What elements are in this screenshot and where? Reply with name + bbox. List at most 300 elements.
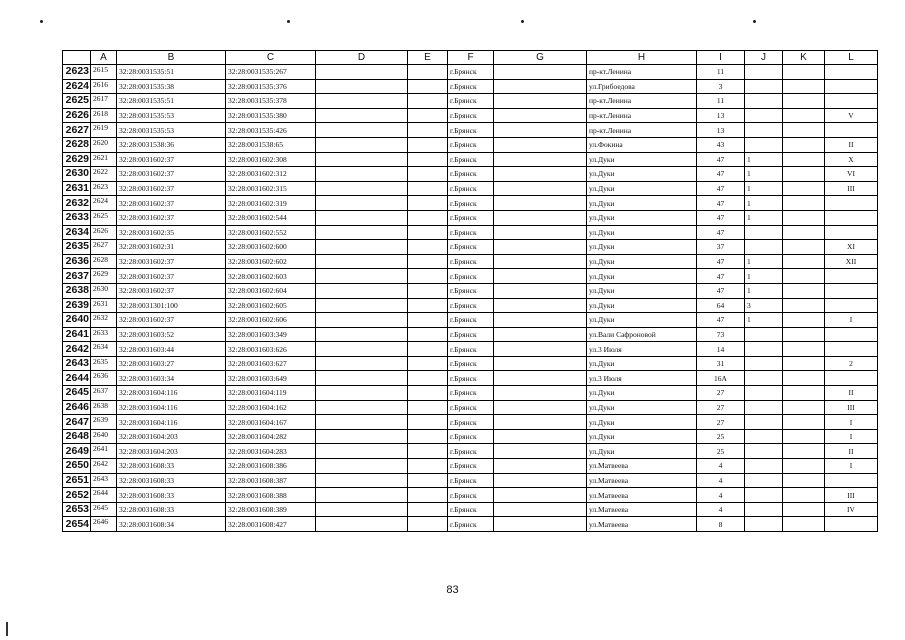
cell-e[interactable] xyxy=(408,356,448,371)
cell-e[interactable] xyxy=(408,488,448,503)
cell-b[interactable]: 32:28:0031608:33 xyxy=(117,459,226,474)
cell-g[interactable] xyxy=(494,79,587,94)
cell-c[interactable]: 32:28:0031602:605 xyxy=(226,298,316,313)
cell-h[interactable]: ул.3 Июля xyxy=(587,342,697,357)
cell-g[interactable] xyxy=(494,517,587,532)
cell-h[interactable]: ул.Матвеева xyxy=(587,502,697,517)
cell-h[interactable]: ул.Матвеева xyxy=(587,488,697,503)
cell-f[interactable]: г.Брянск xyxy=(448,473,494,488)
cell-g[interactable] xyxy=(494,240,587,255)
cell-a[interactable]: 2636 xyxy=(91,371,117,386)
cell-b[interactable]: 32:28:0031603:44 xyxy=(117,342,226,357)
cell-l[interactable]: X xyxy=(825,152,878,167)
cell-e[interactable] xyxy=(408,254,448,269)
cell-j[interactable] xyxy=(745,386,783,401)
cell-k[interactable] xyxy=(783,225,825,240)
row-number[interactable]: 2646 xyxy=(63,400,91,415)
cell-c[interactable]: 32:28:0031602:315 xyxy=(226,181,316,196)
cell-e[interactable] xyxy=(408,65,448,80)
row-number[interactable]: 2638 xyxy=(63,283,91,298)
cell-c[interactable]: 32:28:0031535:378 xyxy=(226,94,316,109)
cell-e[interactable] xyxy=(408,79,448,94)
column-header[interactable]: G xyxy=(494,51,587,65)
cell-c[interactable]: 32:28:0031608:387 xyxy=(226,473,316,488)
row-number[interactable]: 2636 xyxy=(63,254,91,269)
cell-f[interactable]: г.Брянск xyxy=(448,313,494,328)
cell-g[interactable] xyxy=(494,386,587,401)
cell-f[interactable]: г.Брянск xyxy=(448,137,494,152)
cell-d[interactable] xyxy=(316,517,408,532)
cell-b[interactable]: 32:28:0031602:37 xyxy=(117,254,226,269)
cell-l[interactable]: I xyxy=(825,429,878,444)
cell-j[interactable] xyxy=(745,327,783,342)
cell-e[interactable] xyxy=(408,269,448,284)
cell-g[interactable] xyxy=(494,459,587,474)
cell-a[interactable]: 2637 xyxy=(91,386,117,401)
row-number[interactable]: 2624 xyxy=(63,79,91,94)
cell-a[interactable]: 2619 xyxy=(91,123,117,138)
cell-j[interactable] xyxy=(745,429,783,444)
cell-d[interactable] xyxy=(316,342,408,357)
cell-i[interactable]: 43 xyxy=(697,137,745,152)
cell-i[interactable]: 27 xyxy=(697,400,745,415)
cell-d[interactable] xyxy=(316,415,408,430)
cell-e[interactable] xyxy=(408,459,448,474)
cell-e[interactable] xyxy=(408,94,448,109)
cell-f[interactable]: г.Брянск xyxy=(448,79,494,94)
cell-f[interactable]: г.Брянск xyxy=(448,502,494,517)
row-number[interactable]: 2623 xyxy=(63,65,91,80)
column-header[interactable]: D xyxy=(316,51,408,65)
cell-e[interactable] xyxy=(408,400,448,415)
cell-b[interactable]: 32:28:0031535:51 xyxy=(117,65,226,80)
cell-l[interactable] xyxy=(825,225,878,240)
cell-d[interactable] xyxy=(316,327,408,342)
cell-b[interactable]: 32:28:0031602:35 xyxy=(117,225,226,240)
cell-k[interactable] xyxy=(783,517,825,532)
cell-a[interactable]: 2633 xyxy=(91,327,117,342)
cell-g[interactable] xyxy=(494,94,587,109)
cell-l[interactable]: III xyxy=(825,400,878,415)
row-number[interactable]: 2645 xyxy=(63,386,91,401)
cell-c[interactable]: 32:28:0031604:283 xyxy=(226,444,316,459)
cell-g[interactable] xyxy=(494,283,587,298)
cell-k[interactable] xyxy=(783,356,825,371)
cell-j[interactable]: 1 xyxy=(745,269,783,284)
cell-g[interactable] xyxy=(494,429,587,444)
cell-d[interactable] xyxy=(316,473,408,488)
cell-a[interactable]: 2615 xyxy=(91,65,117,80)
cell-h[interactable]: пр-кт.Ленина xyxy=(587,94,697,109)
cell-e[interactable] xyxy=(408,167,448,182)
cell-h[interactable]: ул.Дуки xyxy=(587,225,697,240)
row-number[interactable]: 2628 xyxy=(63,137,91,152)
cell-a[interactable]: 2634 xyxy=(91,342,117,357)
column-header[interactable]: I xyxy=(697,51,745,65)
cell-e[interactable] xyxy=(408,517,448,532)
cell-j[interactable] xyxy=(745,473,783,488)
cell-h[interactable]: ул.Дуки xyxy=(587,356,697,371)
cell-h[interactable]: ул.Вали Сафроновой xyxy=(587,327,697,342)
cell-c[interactable]: 32:28:0031602:606 xyxy=(226,313,316,328)
cell-d[interactable] xyxy=(316,298,408,313)
cell-a[interactable]: 2629 xyxy=(91,269,117,284)
cell-b[interactable]: 32:28:0031603:27 xyxy=(117,356,226,371)
cell-c[interactable]: 32:28:0031603:627 xyxy=(226,356,316,371)
cell-k[interactable] xyxy=(783,429,825,444)
cell-l[interactable] xyxy=(825,298,878,313)
cell-k[interactable] xyxy=(783,167,825,182)
cell-j[interactable]: 1 xyxy=(745,283,783,298)
cell-c[interactable]: 32:28:0031535:376 xyxy=(226,79,316,94)
cell-k[interactable] xyxy=(783,488,825,503)
cell-h[interactable]: ул.Дуки xyxy=(587,313,697,328)
cell-h[interactable]: ул.Дуки xyxy=(587,181,697,196)
cell-f[interactable]: г.Брянск xyxy=(448,225,494,240)
cell-k[interactable] xyxy=(783,473,825,488)
cell-l[interactable]: I xyxy=(825,459,878,474)
cell-c[interactable]: 32:28:0031608:388 xyxy=(226,488,316,503)
cell-i[interactable]: 13 xyxy=(697,123,745,138)
cell-g[interactable] xyxy=(494,327,587,342)
cell-g[interactable] xyxy=(494,65,587,80)
cell-i[interactable]: 4 xyxy=(697,473,745,488)
cell-l[interactable]: I xyxy=(825,415,878,430)
cell-a[interactable]: 2640 xyxy=(91,429,117,444)
cell-l[interactable] xyxy=(825,210,878,225)
cell-j[interactable]: 1 xyxy=(745,181,783,196)
row-number[interactable]: 2632 xyxy=(63,196,91,211)
cell-f[interactable]: г.Брянск xyxy=(448,386,494,401)
cell-i[interactable]: 47 xyxy=(697,269,745,284)
cell-d[interactable] xyxy=(316,488,408,503)
cell-j[interactable] xyxy=(745,459,783,474)
cell-j[interactable]: 1 xyxy=(745,210,783,225)
cell-a[interactable]: 2644 xyxy=(91,488,117,503)
cell-i[interactable]: 73 xyxy=(697,327,745,342)
cell-a[interactable]: 2625 xyxy=(91,210,117,225)
cell-f[interactable]: г.Брянск xyxy=(448,167,494,182)
cell-c[interactable]: 32:28:0031602:603 xyxy=(226,269,316,284)
column-header[interactable]: C xyxy=(226,51,316,65)
cell-e[interactable] xyxy=(408,283,448,298)
cell-d[interactable] xyxy=(316,181,408,196)
cell-i[interactable]: 16А xyxy=(697,371,745,386)
cell-b[interactable]: 32:28:0031602:37 xyxy=(117,313,226,328)
cell-l[interactable] xyxy=(825,269,878,284)
cell-k[interactable] xyxy=(783,210,825,225)
cell-h[interactable]: ул.Дуки xyxy=(587,283,697,298)
cell-k[interactable] xyxy=(783,108,825,123)
cell-c[interactable]: 32:28:0031604:167 xyxy=(226,415,316,430)
cell-b[interactable]: 32:28:0031538:36 xyxy=(117,137,226,152)
cell-f[interactable]: г.Брянск xyxy=(448,356,494,371)
cell-b[interactable]: 32:28:0031602:37 xyxy=(117,181,226,196)
cell-f[interactable]: г.Брянск xyxy=(448,429,494,444)
cell-h[interactable]: ул.Дуки xyxy=(587,444,697,459)
cell-g[interactable] xyxy=(494,196,587,211)
cell-b[interactable]: 32:28:0031602:37 xyxy=(117,269,226,284)
row-number[interactable]: 2649 xyxy=(63,444,91,459)
row-number[interactable]: 2652 xyxy=(63,488,91,503)
cell-l[interactable]: I xyxy=(825,313,878,328)
cell-b[interactable]: 32:28:0031603:34 xyxy=(117,371,226,386)
cell-c[interactable]: 32:28:0031535:267 xyxy=(226,65,316,80)
cell-f[interactable]: г.Брянск xyxy=(448,240,494,255)
cell-j[interactable]: 1 xyxy=(745,196,783,211)
cell-f[interactable]: г.Брянск xyxy=(448,298,494,313)
cell-g[interactable] xyxy=(494,210,587,225)
cell-i[interactable]: 37 xyxy=(697,240,745,255)
cell-e[interactable] xyxy=(408,240,448,255)
cell-d[interactable] xyxy=(316,94,408,109)
cell-i[interactable]: 47 xyxy=(697,181,745,196)
row-number[interactable]: 2647 xyxy=(63,415,91,430)
cell-k[interactable] xyxy=(783,254,825,269)
cell-g[interactable] xyxy=(494,342,587,357)
cell-a[interactable]: 2642 xyxy=(91,459,117,474)
cell-b[interactable]: 32:28:0031604:203 xyxy=(117,444,226,459)
cell-b[interactable]: 32:28:0031608:34 xyxy=(117,517,226,532)
cell-j[interactable] xyxy=(745,79,783,94)
row-number[interactable]: 2635 xyxy=(63,240,91,255)
cell-l[interactable] xyxy=(825,283,878,298)
cell-f[interactable]: г.Брянск xyxy=(448,254,494,269)
cell-a[interactable]: 2646 xyxy=(91,517,117,532)
cell-e[interactable] xyxy=(408,502,448,517)
cell-h[interactable]: ул.Дуки xyxy=(587,400,697,415)
row-number[interactable]: 2643 xyxy=(63,356,91,371)
cell-h[interactable]: ул.3 Июля xyxy=(587,371,697,386)
row-number[interactable]: 2629 xyxy=(63,152,91,167)
cell-j[interactable] xyxy=(745,240,783,255)
cell-e[interactable] xyxy=(408,313,448,328)
cell-h[interactable]: ул.Фокина xyxy=(587,137,697,152)
cell-l[interactable]: II xyxy=(825,137,878,152)
cell-a[interactable]: 2622 xyxy=(91,167,117,182)
cell-b[interactable]: 32:28:0031608:33 xyxy=(117,473,226,488)
cell-g[interactable] xyxy=(494,225,587,240)
cell-j[interactable] xyxy=(745,444,783,459)
row-number[interactable]: 2642 xyxy=(63,342,91,357)
cell-b[interactable]: 32:28:0031535:53 xyxy=(117,108,226,123)
cell-h[interactable]: ул.Дуки xyxy=(587,298,697,313)
cell-e[interactable] xyxy=(408,298,448,313)
cell-a[interactable]: 2626 xyxy=(91,225,117,240)
cell-e[interactable] xyxy=(408,210,448,225)
cell-i[interactable]: 3 xyxy=(697,79,745,94)
cell-f[interactable]: г.Брянск xyxy=(448,108,494,123)
cell-f[interactable]: г.Брянск xyxy=(448,196,494,211)
row-number[interactable]: 2625 xyxy=(63,94,91,109)
cell-h[interactable]: ул.Дуки xyxy=(587,240,697,255)
cell-c[interactable]: 32:28:0031602:312 xyxy=(226,167,316,182)
cell-c[interactable]: 32:28:0031604:282 xyxy=(226,429,316,444)
cell-i[interactable]: 11 xyxy=(697,65,745,80)
cell-k[interactable] xyxy=(783,298,825,313)
cell-d[interactable] xyxy=(316,386,408,401)
cell-e[interactable] xyxy=(408,386,448,401)
row-number[interactable]: 2648 xyxy=(63,429,91,444)
cell-d[interactable] xyxy=(316,283,408,298)
cell-c[interactable]: 32:28:0031538:65 xyxy=(226,137,316,152)
cell-k[interactable] xyxy=(783,459,825,474)
cell-k[interactable] xyxy=(783,181,825,196)
cell-d[interactable] xyxy=(316,254,408,269)
cell-i[interactable]: 47 xyxy=(697,167,745,182)
cell-l[interactable]: II xyxy=(825,386,878,401)
cell-h[interactable]: ул.Дуки xyxy=(587,152,697,167)
cell-j[interactable]: 1 xyxy=(745,152,783,167)
cell-b[interactable]: 32:28:0031602:31 xyxy=(117,240,226,255)
cell-d[interactable] xyxy=(316,123,408,138)
cell-b[interactable]: 32:28:0031604:116 xyxy=(117,386,226,401)
cell-a[interactable]: 2631 xyxy=(91,298,117,313)
cell-i[interactable]: 4 xyxy=(697,459,745,474)
cell-l[interactable] xyxy=(825,79,878,94)
cell-f[interactable]: г.Брянск xyxy=(448,459,494,474)
cell-b[interactable]: 32:28:0031535:53 xyxy=(117,123,226,138)
cell-c[interactable]: 32:28:0031603:649 xyxy=(226,371,316,386)
cell-b[interactable]: 32:28:0031602:37 xyxy=(117,210,226,225)
cell-i[interactable]: 47 xyxy=(697,196,745,211)
cell-f[interactable]: г.Брянск xyxy=(448,342,494,357)
cell-a[interactable]: 2618 xyxy=(91,108,117,123)
cell-d[interactable] xyxy=(316,152,408,167)
cell-d[interactable] xyxy=(316,313,408,328)
column-header[interactable]: K xyxy=(783,51,825,65)
cell-g[interactable] xyxy=(494,473,587,488)
cell-g[interactable] xyxy=(494,415,587,430)
cell-h[interactable]: пр-кт.Ленина xyxy=(587,123,697,138)
cell-i[interactable]: 47 xyxy=(697,225,745,240)
cell-f[interactable]: г.Брянск xyxy=(448,94,494,109)
cell-l[interactable] xyxy=(825,123,878,138)
cell-a[interactable]: 2645 xyxy=(91,502,117,517)
cell-l[interactable] xyxy=(825,342,878,357)
cell-j[interactable] xyxy=(745,65,783,80)
row-number[interactable]: 2627 xyxy=(63,123,91,138)
cell-g[interactable] xyxy=(494,137,587,152)
cell-h[interactable]: ул.Дуки xyxy=(587,429,697,444)
row-number[interactable]: 2633 xyxy=(63,210,91,225)
cell-b[interactable]: 32:28:0031602:37 xyxy=(117,152,226,167)
row-number[interactable]: 2639 xyxy=(63,298,91,313)
row-number[interactable]: 2651 xyxy=(63,473,91,488)
cell-e[interactable] xyxy=(408,137,448,152)
cell-l[interactable]: III xyxy=(825,181,878,196)
cell-i[interactable]: 25 xyxy=(697,444,745,459)
cell-j[interactable] xyxy=(745,225,783,240)
cell-g[interactable] xyxy=(494,269,587,284)
cell-h[interactable]: ул.Дуки xyxy=(587,254,697,269)
cell-c[interactable]: 32:28:0031535:426 xyxy=(226,123,316,138)
cell-h[interactable]: ул.Дуки xyxy=(587,196,697,211)
cell-g[interactable] xyxy=(494,167,587,182)
column-header[interactable]: L xyxy=(825,51,878,65)
row-number[interactable]: 2626 xyxy=(63,108,91,123)
cell-a[interactable]: 2627 xyxy=(91,240,117,255)
cell-i[interactable]: 47 xyxy=(697,210,745,225)
cell-a[interactable]: 2621 xyxy=(91,152,117,167)
cell-c[interactable]: 32:28:0031602:319 xyxy=(226,196,316,211)
cell-d[interactable] xyxy=(316,269,408,284)
cell-i[interactable]: 4 xyxy=(697,502,745,517)
cell-g[interactable] xyxy=(494,371,587,386)
cell-g[interactable] xyxy=(494,313,587,328)
cell-c[interactable]: 32:28:0031608:389 xyxy=(226,502,316,517)
cell-g[interactable] xyxy=(494,123,587,138)
cell-d[interactable] xyxy=(316,459,408,474)
cell-e[interactable] xyxy=(408,371,448,386)
cell-k[interactable] xyxy=(783,371,825,386)
cell-l[interactable]: 2 xyxy=(825,356,878,371)
cell-c[interactable]: 32:28:0031604:119 xyxy=(226,386,316,401)
cell-l[interactable]: XII xyxy=(825,254,878,269)
cell-b[interactable]: 32:28:0031603:52 xyxy=(117,327,226,342)
cell-a[interactable]: 2620 xyxy=(91,137,117,152)
cell-l[interactable] xyxy=(825,65,878,80)
cell-b[interactable]: 32:28:0031301:100 xyxy=(117,298,226,313)
cell-a[interactable]: 2641 xyxy=(91,444,117,459)
cell-d[interactable] xyxy=(316,137,408,152)
cell-g[interactable] xyxy=(494,181,587,196)
cell-i[interactable]: 11 xyxy=(697,94,745,109)
cell-h[interactable]: пр-кт.Ленина xyxy=(587,108,697,123)
cell-h[interactable]: ул.Матвеева xyxy=(587,459,697,474)
cell-g[interactable] xyxy=(494,444,587,459)
cell-k[interactable] xyxy=(783,327,825,342)
cell-k[interactable] xyxy=(783,196,825,211)
row-number[interactable]: 2631 xyxy=(63,181,91,196)
cell-k[interactable] xyxy=(783,283,825,298)
cell-a[interactable]: 2639 xyxy=(91,415,117,430)
cell-k[interactable] xyxy=(783,386,825,401)
cell-e[interactable] xyxy=(408,152,448,167)
cell-f[interactable]: г.Брянск xyxy=(448,488,494,503)
cell-f[interactable]: г.Брянск xyxy=(448,152,494,167)
cell-k[interactable] xyxy=(783,444,825,459)
cell-j[interactable] xyxy=(745,137,783,152)
cell-l[interactable]: IV xyxy=(825,502,878,517)
cell-b[interactable]: 32:28:0031604:203 xyxy=(117,429,226,444)
cell-c[interactable]: 32:28:0031602:600 xyxy=(226,240,316,255)
cell-l[interactable] xyxy=(825,196,878,211)
cell-d[interactable] xyxy=(316,167,408,182)
cell-g[interactable] xyxy=(494,400,587,415)
cell-i[interactable]: 64 xyxy=(697,298,745,313)
cell-h[interactable]: ул.Дуки xyxy=(587,167,697,182)
cell-l[interactable]: V xyxy=(825,108,878,123)
cell-d[interactable] xyxy=(316,210,408,225)
corner-cell[interactable] xyxy=(63,51,91,65)
cell-d[interactable] xyxy=(316,108,408,123)
cell-e[interactable] xyxy=(408,429,448,444)
cell-g[interactable] xyxy=(494,488,587,503)
cell-l[interactable] xyxy=(825,327,878,342)
cell-a[interactable]: 2617 xyxy=(91,94,117,109)
cell-k[interactable] xyxy=(783,269,825,284)
column-header[interactable]: H xyxy=(587,51,697,65)
cell-i[interactable]: 4 xyxy=(697,488,745,503)
cell-c[interactable]: 32:28:0031602:552 xyxy=(226,225,316,240)
cell-l[interactable] xyxy=(825,371,878,386)
cell-f[interactable]: г.Брянск xyxy=(448,327,494,342)
cell-i[interactable]: 13 xyxy=(697,108,745,123)
row-number[interactable]: 2653 xyxy=(63,502,91,517)
cell-b[interactable]: 32:28:0031604:116 xyxy=(117,415,226,430)
cell-d[interactable] xyxy=(316,65,408,80)
